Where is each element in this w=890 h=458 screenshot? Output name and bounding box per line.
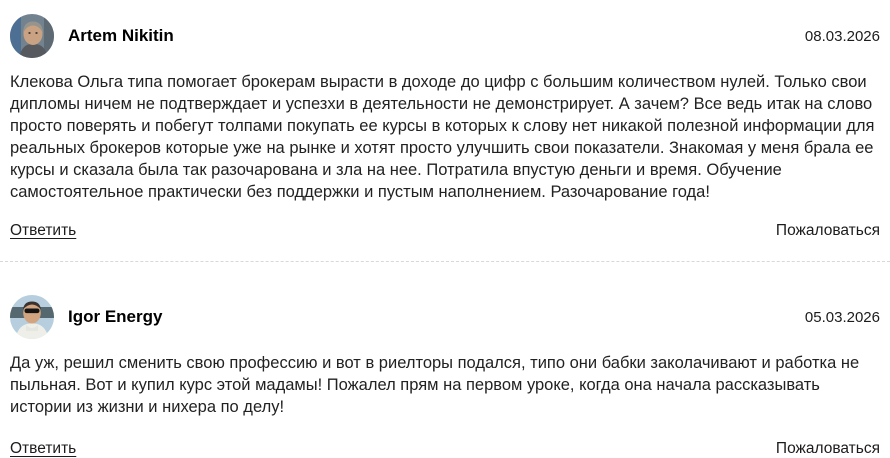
comment-igor-energy [10,262,880,458]
user-photo-icon [10,14,54,58]
comment-actions [10,222,880,240]
comment-date: 05.03.2026 [804,308,880,326]
comment-author: Artem Nikitin [68,26,174,45]
comment-header [10,14,880,58]
avatar-igor-energy [10,295,54,339]
avatar-artem-nikitin [10,14,54,58]
report-link[interactable]: Пожаловаться [775,222,880,239]
comment-text: Клекова Ольга типа помогает брокерам вырасти в доходе до цифр с большим количеством нулей. Только свои дипломы ничем не подтверждает и успезхи в деятельности не демонстрирует. А зачем? Все ведь итак на слово просто поверять и побегут толпами покупать ее курсы в которых к слову нет никакой полезной информации для реальных брокеров которые уже на рынке и хотят просто улучшить свои показатели. Знакомая у меня брала ее курсы и сказала была так разочарована и зла на нее. Потратила впустую деньги и время. Обучение самостоятельное практически без поддержки и пустым наполнением. Разочарование года! [10,73,875,201]
comment-actions [10,440,880,458]
reply-link[interactable]: Ответить [10,440,77,457]
comment-text: Да уж, решил сменить свою профессию и вот в риелторы подался, типо они бабки заколачивают и работка не пыльная. Вот и купил курс этой мадамы! Пожалел прям на первом уроке, когда она начала рассказывать истории из жизни и нихера по делу! [10,354,860,416]
comment-date: 08.03.2026 [804,27,880,45]
reply-link[interactable]: Ответить [10,222,77,239]
user-photo-icon [10,295,54,339]
report-link[interactable]: Пожаловаться [775,440,880,457]
comment-header [10,295,880,339]
comment-author: Igor Energy [68,307,163,326]
comment-artem-nikitin [10,0,880,240]
